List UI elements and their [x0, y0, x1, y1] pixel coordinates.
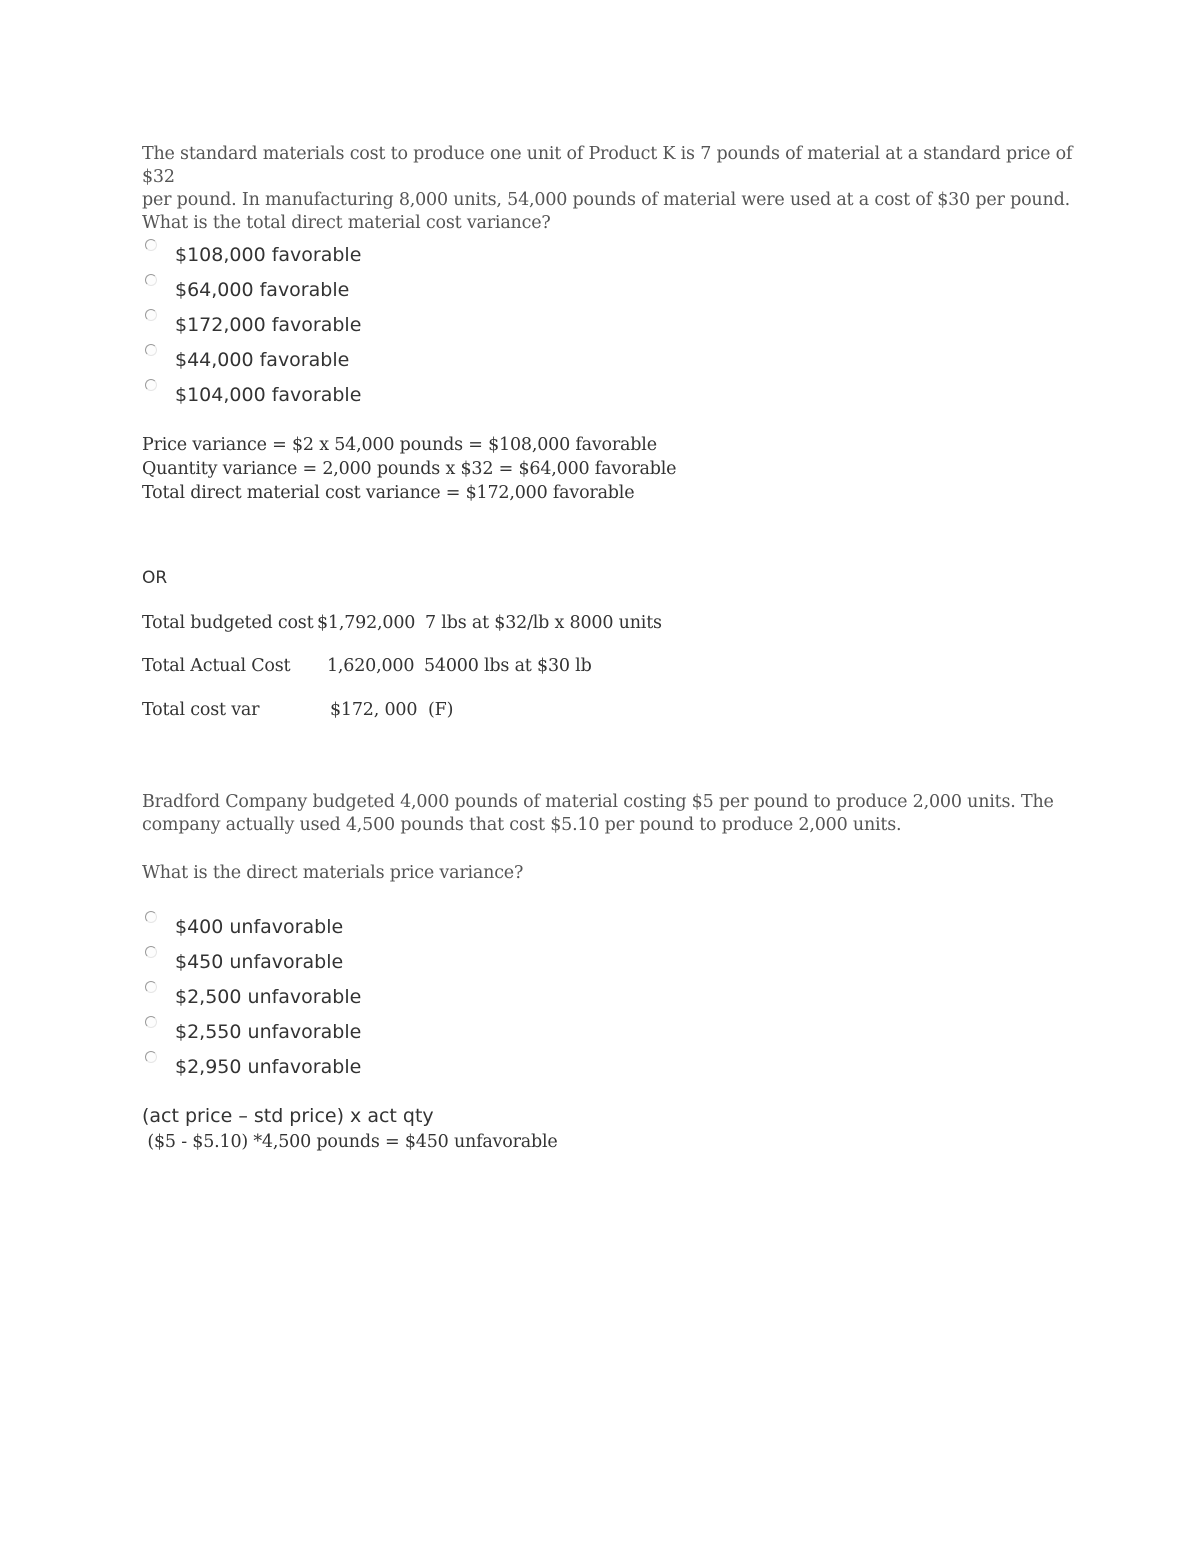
cost-table-amount: $172, 000 [330, 700, 418, 720]
radio-button[interactable] [145, 379, 157, 391]
cost-table-amount: 1,620,000 [327, 656, 415, 676]
or-label: OR [142, 568, 168, 588]
answer-option-label: $64,000 favorable [175, 279, 350, 301]
answer-option[interactable] [142, 274, 361, 309]
cost-table-label: Total Actual Cost [142, 656, 291, 676]
question-2-options [142, 911, 361, 1086]
answer-option-label: $400 unfavorable [175, 916, 344, 938]
question-1-line: per pound. In manufacturing 8,000 units, 54,000 pounds of material were used at a cost of $30 per pound. [142, 190, 1070, 210]
radio-button[interactable] [145, 946, 157, 958]
answer-option[interactable] [142, 309, 361, 344]
question-1-text [142, 143, 1082, 235]
explanation-line: Quantity variance = 2,000 pounds x $32 = $64,000 favorable [142, 459, 677, 479]
cost-table-note: 54000 lbs at $30 lb [424, 656, 592, 676]
answer-option-label: $104,000 favorable [175, 384, 362, 406]
answer-option-label: $2,550 unfavorable [175, 1021, 362, 1043]
answer-option-label: $2,500 unfavorable [175, 986, 362, 1008]
cost-table-label: Total cost var [142, 700, 260, 720]
radio-button[interactable] [145, 274, 157, 286]
answer-option[interactable] [142, 1016, 361, 1051]
question-1-line: The standard materials cost to produce one unit of Product K is 7 pounds of material at a standard price of $32 [142, 144, 1073, 187]
answer-option[interactable] [142, 1051, 361, 1086]
radio-button[interactable] [145, 1016, 157, 1028]
cost-table-note: 7 lbs at $32/lb x 8000 units [425, 613, 662, 633]
cost-table-row [142, 698, 454, 794]
cost-table-note: (F) [428, 700, 454, 720]
answer-option[interactable] [142, 379, 361, 414]
explanation-line: Total direct material cost variance = $172,000 favorable [142, 483, 635, 503]
question-1-line: What is the total direct material cost variance? [142, 213, 551, 233]
explanation-line: Price variance = $2 x 54,000 pounds = $108,000 favorable [142, 435, 657, 455]
answer-option-label: $172,000 favorable [175, 314, 362, 336]
answer-option[interactable] [142, 981, 361, 1016]
answer-option-label: $450 unfavorable [175, 951, 344, 973]
radio-button[interactable] [145, 239, 157, 251]
question-2-line: company actually used 4,500 pounds that cost $5.10 per pound to produce 2,000 units. [142, 815, 902, 835]
question-2-line: Bradford Company budgeted 4,000 pounds of material costing $5 per pound to produce 2,000 units. The [142, 792, 1054, 812]
answer-option-label: $108,000 favorable [175, 244, 362, 266]
radio-button[interactable] [145, 1051, 157, 1063]
formula-text: (act price – std price) x act qty [142, 1105, 434, 1127]
radio-button[interactable] [145, 344, 157, 356]
answer-option[interactable] [142, 911, 361, 946]
answer-option[interactable] [142, 239, 361, 274]
question-1-options [142, 239, 361, 414]
question-1-explanation [142, 433, 676, 505]
calculation-text: ($5 - $5.10) *4,500 pounds = $450 unfavorable [142, 1132, 558, 1152]
answer-option-label: $44,000 favorable [175, 349, 350, 371]
radio-button[interactable] [145, 981, 157, 993]
cost-table-label: Total budgeted cost [142, 613, 314, 633]
radio-button[interactable] [145, 309, 157, 321]
answer-option-label: $2,950 unfavorable [175, 1056, 362, 1078]
cost-table-amount: $1,792,000 [317, 613, 416, 633]
radio-button[interactable] [145, 911, 157, 923]
question-2-text [142, 791, 1082, 837]
answer-option[interactable] [142, 946, 361, 981]
question-2-prompt: What is the direct materials price variance? [142, 863, 524, 883]
answer-option[interactable] [142, 344, 361, 379]
